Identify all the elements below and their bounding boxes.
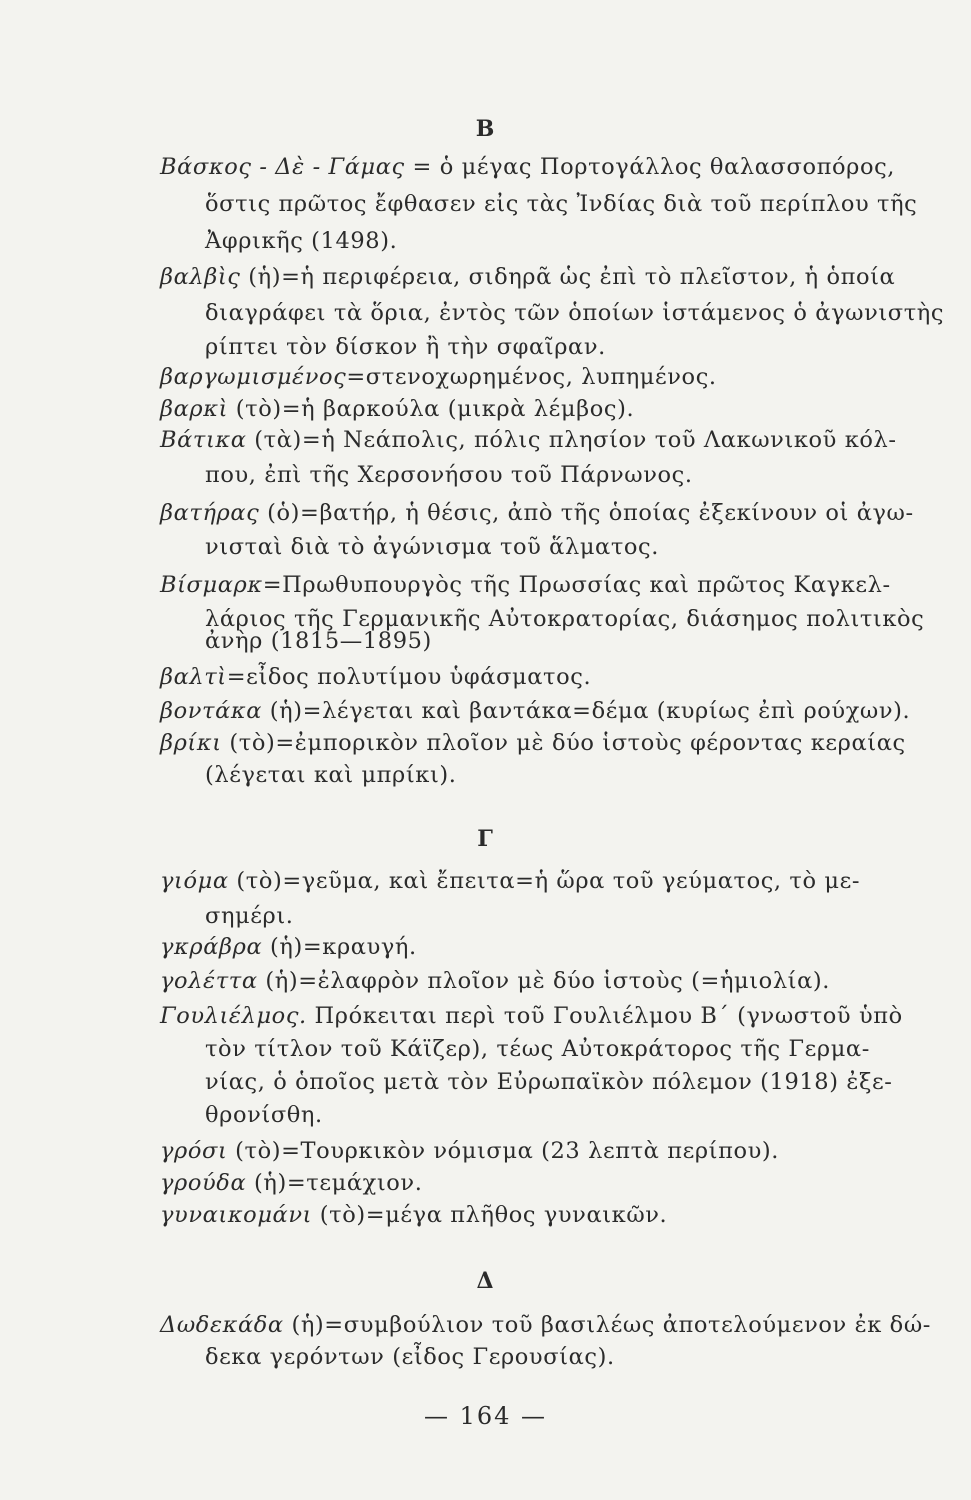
entry-continuation: σημέρι. (205, 903, 294, 929)
entry-text: (τὸ)=Τουρκικὸν νόμισμα (23 λεπτὰ περίπου). (227, 1138, 780, 1164)
entry-term: γιόμα (160, 868, 229, 894)
entry-term: βαργωμισμένος (160, 364, 347, 390)
entry-grosi (160, 1136, 779, 1166)
page-number: — 164 — (423, 1402, 548, 1430)
entry-goulielmos (160, 1001, 903, 1031)
entry-text: =στενοχωρημένος, λυπημένος. (346, 364, 717, 390)
entry-term: γρούδα (160, 1170, 247, 1196)
entry-text: = ὁ μέγας Πορτογάλλος θαλασσοπόρος, (404, 154, 896, 180)
entry-text: =εἶδος πολυτίμου ὑφάσματος. (226, 664, 592, 690)
entry-text: (ἡ)=συμβούλιον τοῦ βασιλέως ἀποτελούμενον ἐκ δώ- (283, 1312, 931, 1338)
entry-vasko-da-gama (160, 152, 895, 182)
entry-continuation: που, ἐπὶ τῆς Χερσονήσου τοῦ Πάρνωνος. (205, 462, 693, 488)
entry-text: (τὸ)=ἐμπορικὸν πλοῖον μὲ δύο ἱστοὺς φέροντας κεραίας (221, 730, 906, 756)
entry-continuation: τὸν τίτλον τοῦ Κάϊζερ), τέως Αὐτοκράτορος τῆς Γερμα- (205, 1036, 870, 1062)
entry-term: γυναικομάνι (160, 1202, 313, 1228)
entry-vargomismenos (160, 362, 717, 392)
entry-term: βοντάκα (160, 698, 263, 724)
entry-vatiras (160, 498, 914, 528)
entry-bismarck (160, 570, 891, 600)
entry-continuation: ὅστις πρῶτος ἔφθασεν εἰς τὰς Ἰνδίας διὰ τοῦ περίπλου τῆς (205, 191, 918, 217)
entry-text: =Πρωθυπουργὸς τῆς Πρωσσίας καὶ πρῶτος Καγκελ- (262, 572, 891, 598)
entry-text: (ἡ)=λέγεται καὶ βαντάκα=δέμα (κυρίως ἐπὶ ρούχων). (262, 698, 911, 724)
entry-text: (ἡ)=τεμάχιον. (246, 1170, 423, 1196)
entry-text: (ὁ)=βατήρ, ἡ θέσις, ἀπὸ τῆς ὁποίας ἐξεκίνουν οἱ ἀγω- (259, 500, 914, 526)
section-heading-d: Δ (476, 1268, 495, 1294)
entry-text: (τὸ)=γεῦμα, καὶ ἔπειτα=ἡ ὥρα τοῦ γεύματος, τὸ με- (228, 868, 861, 894)
section-heading-b: Β (475, 116, 496, 142)
entry-term: Γουλιέλμος. (160, 1003, 307, 1029)
entry-text: (τὸ)=μέγα πλῆθος γυναικῶν. (312, 1202, 668, 1228)
entry-text: (ἡ)=ἐλαφρὸν πλοῖον μὲ δύο ἱστοὺς (=ἡμιολία). (257, 968, 831, 994)
entry-dodekada (160, 1310, 931, 1340)
entry-term: Δωδεκάδα (160, 1312, 284, 1338)
entry-continuation: (λέγεται καὶ μπρίκι). (205, 762, 457, 788)
entry-continuation: νισταὶ διὰ τὸ ἀγώνισμα τοῦ ἅλματος. (205, 534, 659, 560)
entry-term: βατήρας (160, 500, 260, 526)
entry-text: (ἡ)=κραυγή. (262, 934, 417, 960)
entry-continuation: θρονίσθη. (205, 1102, 323, 1128)
entry-continuation: ἀνὴρ (1815—1895) (205, 628, 432, 654)
entry-text: (τὸ)=ἡ βαρκούλα (μικρὰ λέμβος). (228, 396, 635, 422)
entry-continuation: νίας, ὁ ὁποῖος μετὰ τὸν Εὐρωπαϊκὸν πόλεμον (1918) ἐξε- (205, 1069, 893, 1095)
entry-text: (ἡ)=ἡ περιφέρεια, σιδηρᾶ ὡς ἐπὶ τὸ πλεῖστον, ἡ ὁποία (240, 264, 896, 290)
entry-term: βαλτὶ (160, 664, 227, 690)
entry-term: γολέττα (160, 968, 258, 994)
entry-continuation: διαγράφει τὰ ὅρια, ἐντὸς τῶν ὁποίων ἱστάμενος ὁ ἀγωνιστὴς (205, 300, 945, 326)
entry-continuation: Ἀφρικῆς (1498). (205, 228, 398, 254)
entry-term: βαρκὶ (160, 396, 229, 422)
entry-text: (τὰ)=ἡ Νεάπολις, πόλις πλησίον τοῦ Λακωνικοῦ κόλ- (246, 427, 897, 453)
entry-term: Βίσμαρκ (160, 572, 263, 598)
entry-valti (160, 662, 591, 692)
section-heading-g: Γ (477, 826, 494, 852)
entry-term: γκράβρα (160, 934, 263, 960)
entry-term: Βάσκος - Δὲ - Γάμας (160, 154, 405, 180)
entry-continuation: ρίπτει τὸν δίσκον ἢ τὴν σφαῖραν. (205, 334, 606, 360)
entry-term: γρόσι (160, 1138, 228, 1164)
entry-term: Βάτικα (160, 427, 247, 453)
entry-gioma (160, 866, 860, 896)
entry-text: Πρόκειται περὶ τοῦ Γουλιέλμου Β΄ (γνωστοῦ ὑπὸ (306, 1003, 903, 1029)
entry-term: βρίκι (160, 730, 222, 756)
entry-varki (160, 394, 634, 424)
entry-gynaikomani (160, 1200, 667, 1230)
entry-vriki (160, 728, 906, 758)
entry-gkravra (160, 932, 417, 962)
entry-continuation: δεκα γερόντων (εἶδος Γερουσίας). (205, 1344, 615, 1370)
entry-grouda (160, 1168, 422, 1198)
entry-valvis (160, 262, 895, 292)
entry-term: βαλβὶς (160, 264, 241, 290)
entry-vatika (160, 425, 897, 455)
entry-continuation: λάριος τῆς Γερμανικῆς Αὐτοκρατορίας, διάσημος πολιτικὸς (205, 606, 925, 632)
entry-vontaka (160, 696, 910, 726)
entry-goletta (160, 966, 830, 996)
